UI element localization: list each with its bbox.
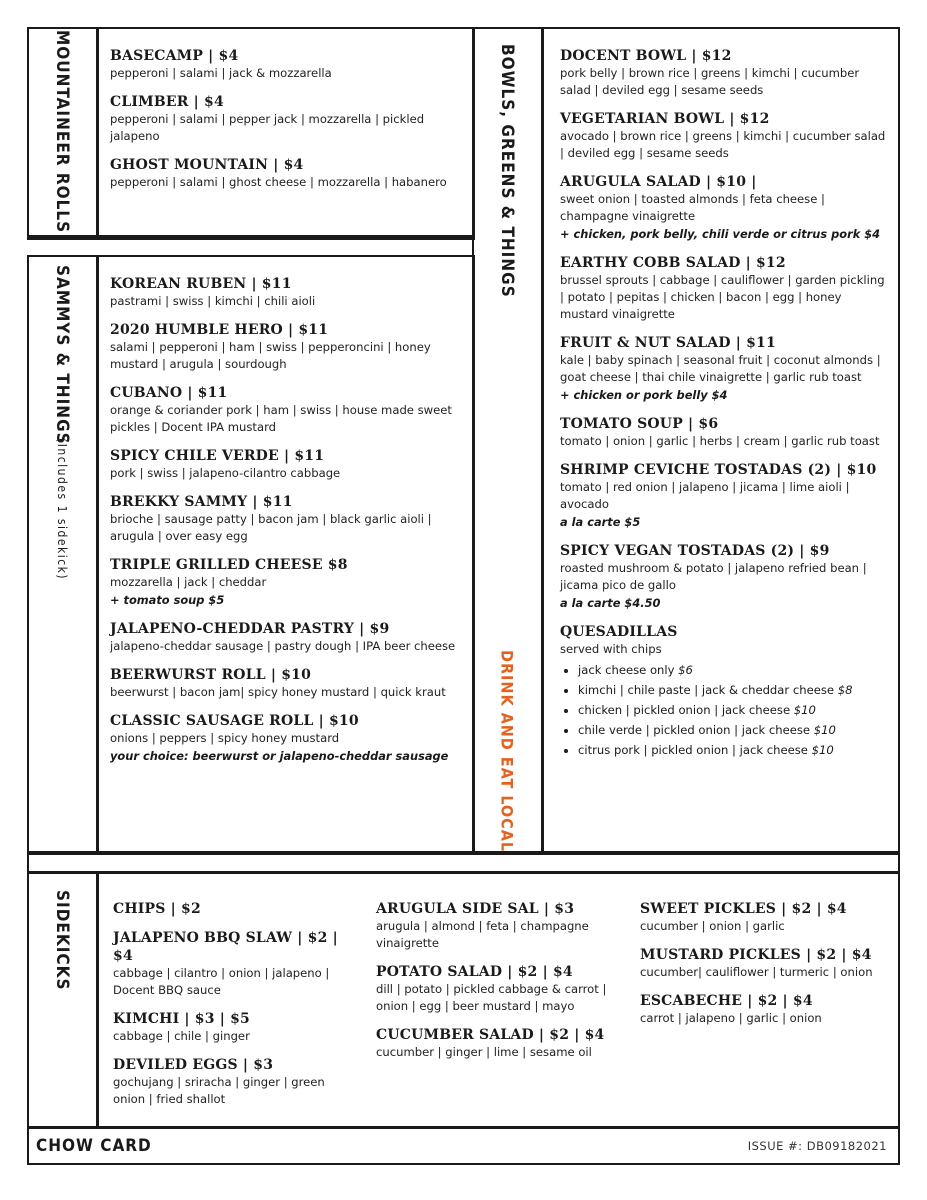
separator-left bbox=[27, 237, 475, 240]
menu-item-title: SPICY CHILE VERDE | $11 bbox=[110, 448, 325, 464]
quesadilla-option bbox=[578, 720, 890, 740]
menu-item-title: DEVILED EGGS | $3 bbox=[113, 1057, 274, 1073]
chow-card-title: CHOW CARD bbox=[36, 1136, 152, 1156]
menu-item bbox=[113, 1010, 358, 1045]
mountaineer-items bbox=[110, 47, 465, 202]
menu-item-addon: + chicken or pork belly $4 bbox=[560, 388, 728, 402]
quesadilla-option bbox=[578, 680, 890, 700]
menu-item-addon: + tomato soup $5 bbox=[110, 593, 225, 607]
menu-item-description: beerwurst | bacon jam| spicy honey mustard | quick kraut bbox=[110, 685, 446, 699]
bowls-label-area bbox=[472, 44, 542, 298]
menu-item bbox=[110, 447, 465, 482]
menu-item-title: CUCUMBER SALAD | $2 | $4 bbox=[376, 1027, 605, 1043]
menu-item-title: 2020 HUMBLE HERO | $11 bbox=[110, 322, 329, 338]
menu-item bbox=[110, 493, 465, 545]
sidekicks-column-2 bbox=[376, 900, 621, 1072]
menu-item-description: carrot | jalapeno | garlic | onion bbox=[640, 1011, 822, 1025]
menu-item-title: POTATO SALAD | $2 | $4 bbox=[376, 964, 573, 980]
menu-item-description: jalapeno-cheddar sausage | pastry dough | IPA beer cheese bbox=[110, 639, 456, 653]
menu-item bbox=[110, 47, 465, 82]
quesadilla-option bbox=[578, 740, 890, 760]
menu-item-addon: a la carte $5 bbox=[560, 515, 641, 529]
menu-item-title: CLASSIC SAUSAGE ROLL | $10 bbox=[110, 713, 359, 729]
menu-item-description: cucumber | onion | garlic bbox=[640, 919, 785, 933]
menu-item bbox=[113, 900, 358, 918]
menu-item-description: cabbage | chile | ginger bbox=[113, 1029, 250, 1043]
menu-item-description: pork belly | brown rice | greens | kimchi | cucumber salad | deviled egg | sesame seeds bbox=[560, 66, 860, 97]
menu-item-description: cabbage | cilantro | onion | jalapeno | Docent BBQ sauce bbox=[113, 966, 330, 997]
menu-item-description: cucumber | ginger | lime | sesame oil bbox=[376, 1045, 592, 1059]
menu-item-title: FRUIT & NUT SALAD | $11 bbox=[560, 335, 776, 351]
menu-item-title: MUSTARD PICKLES | $2 | $4 bbox=[640, 947, 872, 963]
menu-item-description: pepperoni | salami | pepper jack | mozzarella | pickled jalapeno bbox=[110, 112, 425, 143]
menu-item bbox=[560, 110, 890, 162]
menu-item bbox=[640, 992, 892, 1027]
menu-item-description: kale | baby spinach | seasonal fruit | coconut almonds | goat cheese | thai chile vinaigrette | garlic rub toast bbox=[560, 353, 881, 384]
menu-item-addon: your choice: beerwurst or jalapeno-cheddar sausage bbox=[110, 749, 449, 763]
quesadilla-option bbox=[578, 700, 890, 720]
menu-item bbox=[560, 461, 890, 531]
menu-item bbox=[113, 1056, 358, 1108]
menu-item bbox=[560, 173, 890, 243]
menu-item bbox=[110, 93, 465, 145]
menu-item-description: arugula | almond | feta | champagne vinaigrette bbox=[376, 919, 589, 950]
menu-item bbox=[560, 542, 890, 612]
menu-item-description: roasted mushroom & potato | jalapeno refried bean | jicama pico de gallo bbox=[560, 561, 867, 592]
footer-rule bbox=[27, 1126, 900, 1129]
menu-item bbox=[110, 712, 465, 765]
sammys-items bbox=[110, 275, 465, 776]
menu-item-description: cucumber| cauliflower | turmeric | onion bbox=[640, 965, 873, 979]
menu-item bbox=[376, 963, 621, 1015]
menu-item bbox=[110, 275, 465, 310]
menu-item bbox=[560, 47, 890, 99]
menu-item bbox=[640, 900, 892, 935]
menu-item-description: pepperoni | salami | jack & mozzarella bbox=[110, 66, 332, 80]
sammys-section-label: SAMMYS & THINGS bbox=[52, 265, 72, 445]
menu-item-description: brussel sprouts | cabbage | cauliflower | garden pickling | potato | pepitas | chicken | bacon | egg | honey mustard vinaigrette bbox=[560, 273, 885, 321]
menu-item-title: BEERWURST ROLL | $10 bbox=[110, 667, 312, 683]
menu-item-title: ARUGULA SIDE SAL | $3 bbox=[376, 901, 575, 917]
menu-item-title: SPICY VEGAN TOSTADAS (2) | $9 bbox=[560, 543, 830, 559]
menu-item-description: salami | pepperoni | ham | swiss | pepperoncini | honey mustard | arugula | sourdough bbox=[110, 340, 431, 371]
bowls-section-label: BOWLS, GREENS & THINGS bbox=[497, 44, 517, 298]
menu-item bbox=[560, 254, 890, 323]
menu-item-title: BREKKY SAMMY | $11 bbox=[110, 494, 293, 510]
menu-item-title: JALAPENO-CHEDDAR PASTRY | $9 bbox=[110, 621, 390, 637]
sidekicks-column-1 bbox=[113, 900, 358, 1119]
menu-item bbox=[640, 946, 892, 981]
menu-item-title: VEGETARIAN BOWL | $12 bbox=[560, 111, 770, 127]
quesadillas-description: served with chips bbox=[560, 642, 662, 656]
mountaineer-label-area bbox=[27, 27, 97, 237]
quesadilla-option-text: chile verde | pickled onion | jack cheese bbox=[578, 723, 811, 737]
tagline-area bbox=[472, 650, 542, 853]
menu-item-description: orange & coriander pork | ham | swiss | house made sweet pickles | Docent IPA mustard bbox=[110, 403, 452, 434]
menu-item-description: avocado | brown rice | greens | kimchi | cucumber salad | deviled egg | sesame seeds bbox=[560, 129, 886, 160]
menu-item bbox=[113, 929, 358, 999]
menu-item-description: tomato | onion | garlic | herbs | cream | garlic rub toast bbox=[560, 434, 880, 448]
quesadilla-option-price: $8 bbox=[837, 683, 853, 697]
menu-item-description: pork | swiss | jalapeno-cilantro cabbage bbox=[110, 466, 341, 480]
menu-item bbox=[376, 900, 621, 952]
menu-item-description: onions | peppers | spicy honey mustard bbox=[110, 731, 340, 745]
menu-item-title: CLIMBER | $4 bbox=[110, 94, 224, 110]
sidekicks-section-label: SIDEKICKS bbox=[52, 890, 72, 991]
menu-item bbox=[110, 666, 465, 701]
quesadilla-option-text: kimchi | chile paste | jack & cheddar cheese bbox=[578, 683, 835, 697]
quesadilla-option-text: citrus pork | pickled onion | jack cheese bbox=[578, 743, 808, 757]
bowls-items bbox=[560, 47, 890, 771]
menu-item-title: BASECAMP | $4 bbox=[110, 48, 239, 64]
menu-item-title: SWEET PICKLES | $2 | $4 bbox=[640, 901, 847, 917]
quesadilla-option-text: jack cheese only bbox=[578, 663, 675, 677]
menu-item-title: DOCENT BOWL | $12 bbox=[560, 48, 732, 64]
menu-item-title: KIMCHI | $3 | $5 bbox=[113, 1011, 250, 1027]
menu-item bbox=[110, 321, 465, 373]
menu-item bbox=[110, 556, 465, 609]
quesadillas-title: QUESADILLAS bbox=[560, 624, 678, 640]
mountaineer-section-label: MOUNTAINEER ROLLS bbox=[52, 30, 72, 234]
menu-item bbox=[560, 334, 890, 404]
quesadilla-option-text: chicken | pickled onion | jack cheese bbox=[578, 703, 791, 717]
issue-number: ISSUE #: DB09182021 bbox=[747, 1139, 887, 1153]
sammys-section-sublabel: (Includes 1 sidekick) bbox=[55, 438, 69, 581]
menu-item-description: pastrami | swiss | kimchi | chili aioli bbox=[110, 294, 316, 308]
menu-item bbox=[376, 1026, 621, 1061]
menu-item-description: tomato | red onion | jalapeno | jicama | lime aioli | avocado bbox=[560, 480, 850, 511]
quesadillas-item bbox=[560, 623, 890, 760]
separator-bottom bbox=[27, 871, 900, 874]
menu-item bbox=[110, 156, 465, 191]
menu-item-title: ESCABECHE | $2 | $4 bbox=[640, 993, 813, 1009]
menu-item-description: pepperoni | salami | ghost cheese | mozzarella | habanero bbox=[110, 175, 447, 189]
menu-item-description: gochujang | sriracha | ginger | green onion | fried shallot bbox=[113, 1075, 325, 1106]
quesadillas-options bbox=[560, 660, 890, 760]
menu-item-description: dill | potato | pickled cabbage & carrot | onion | egg | beer mustard | mayo bbox=[376, 982, 607, 1013]
menu-item-title: CHIPS | $2 bbox=[113, 901, 201, 917]
menu-item-title: TOMATO SOUP | $6 bbox=[560, 416, 719, 432]
menu-item-title: GHOST MOUNTAIN | $4 bbox=[110, 157, 304, 173]
sidekicks-column-3 bbox=[640, 900, 892, 1038]
menu-item-title: KOREAN RUBEN | $11 bbox=[110, 276, 292, 292]
menu-item-addon: a la carte $4.50 bbox=[560, 596, 661, 610]
menu-item-title: TRIPLE GRILLED CHEESE $8 bbox=[110, 557, 348, 573]
quesadilla-option-price: $10 bbox=[793, 703, 816, 717]
menu-item-description: mozzarella | jack | cheddar bbox=[110, 575, 267, 589]
quesadilla-option-price: $10 bbox=[813, 723, 836, 737]
menu-item bbox=[110, 620, 465, 655]
menu-item-title: JALAPENO BBQ SLAW | $2 | $4 bbox=[113, 930, 338, 964]
sammys-sublabel-area bbox=[27, 430, 97, 581]
menu-item bbox=[560, 415, 890, 450]
menu-item-title: SHRIMP CEVICHE TOSTADAS (2) | $10 bbox=[560, 462, 877, 478]
menu-item bbox=[110, 384, 465, 436]
quesadilla-option-price: $6 bbox=[678, 663, 693, 677]
sidekicks-label-area bbox=[27, 890, 97, 1000]
menu-item-title: CUBANO | $11 bbox=[110, 385, 228, 401]
menu-item-title: ARUGULA SALAD | $10 | bbox=[560, 174, 757, 190]
menu-item-title: EARTHY COBB SALAD | $12 bbox=[560, 255, 786, 271]
quesadilla-option-price: $10 bbox=[811, 743, 834, 757]
menu-item-description: sweet onion | toasted almonds | feta cheese | champagne vinaigrette bbox=[560, 192, 825, 223]
quesadilla-option bbox=[578, 660, 890, 680]
menu-item-description: brioche | sausage patty | bacon jam | black garlic aioli | arugula | over easy egg bbox=[110, 512, 432, 543]
drink-eat-local-tagline: DRINK AND EAT LOCAL bbox=[497, 650, 517, 853]
menu-item-addon: + chicken, pork belly, chili verde or citrus pork $4 bbox=[560, 227, 881, 241]
